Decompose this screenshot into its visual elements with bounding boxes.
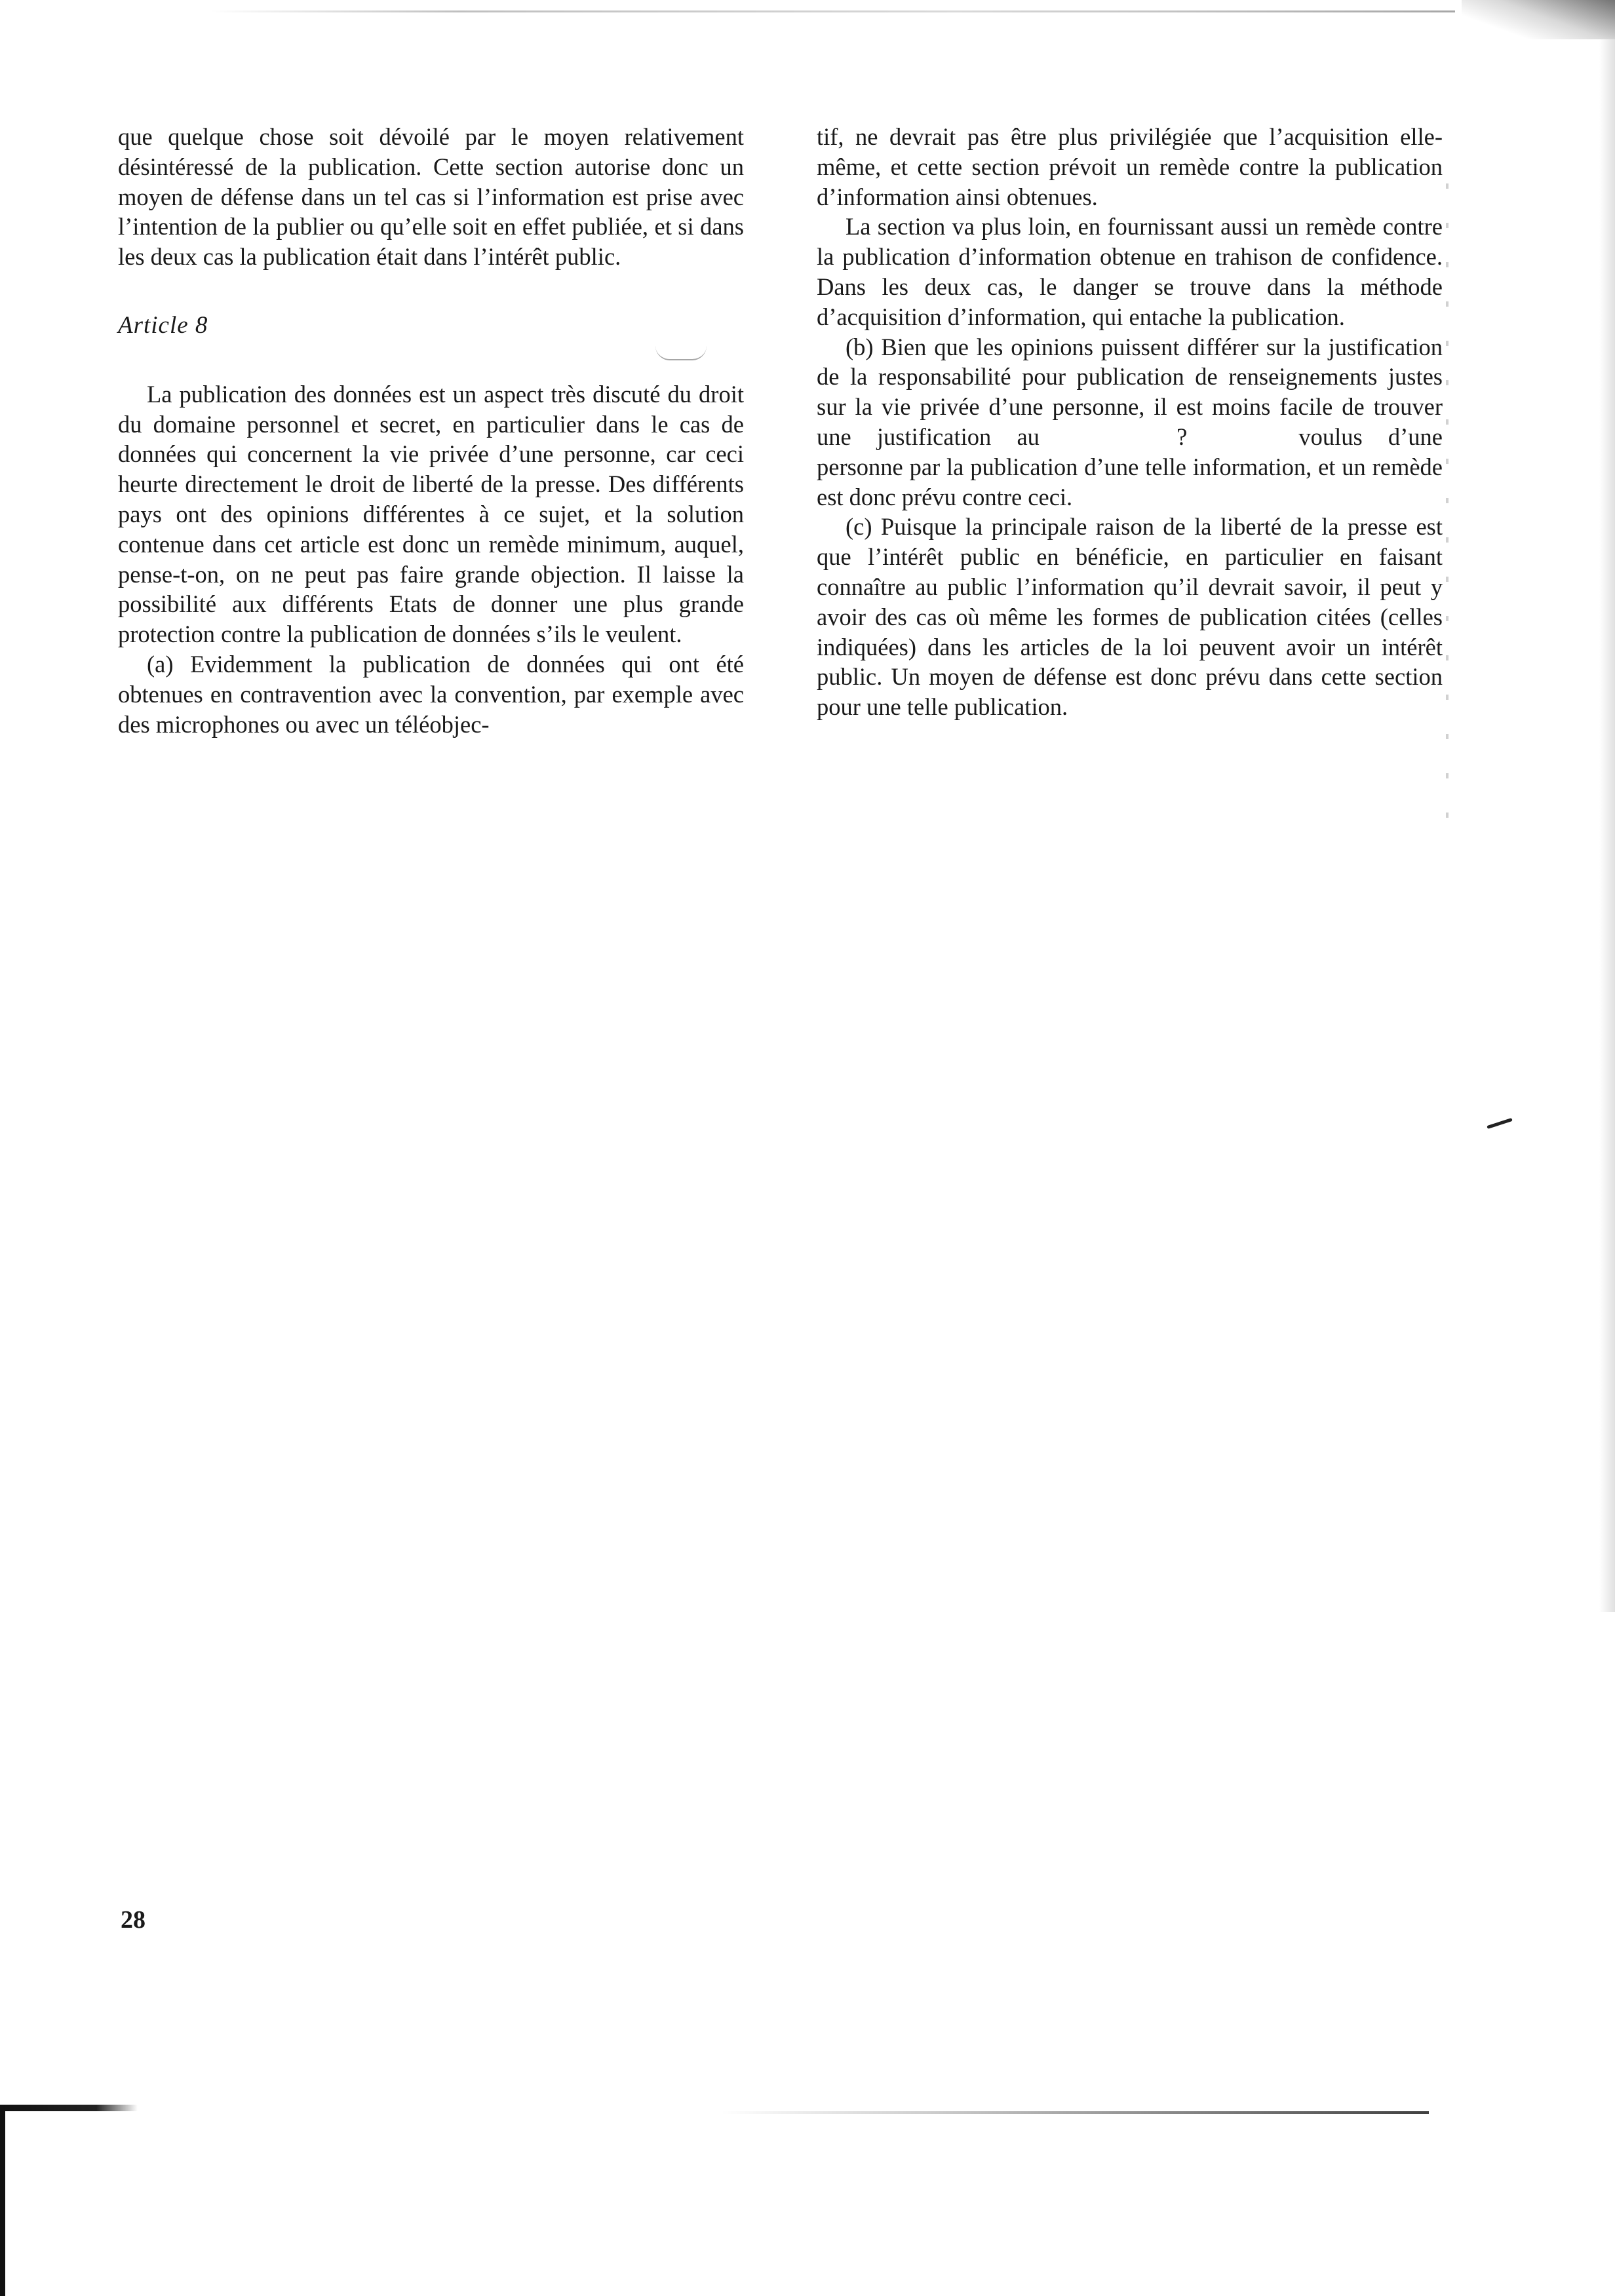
right-paragraph-2: La section va plus loin, en fournissant aussi un remède contre la publication d’information obtenue en trahison de confidence. Dans les deux cas, le danger se trouve dans la méthode d’acquisition d’information, qui entache la publication.	[817, 213, 1443, 330]
right-paragraph-3-end: voulus d’une personne par la publication d’une telle information, et un remède est donc prévu contre ceci.	[817, 423, 1443, 510]
right-paragraph-3-mark: ?	[1177, 423, 1188, 450]
article-heading: Article 8	[118, 311, 208, 339]
left-paragraph-1: La publication des données est un aspect très discuté du droit du domaine personnel et secret, en particulier dans le cas de données qui concernent la vie privée d’une personne, car ceci heurte directement le droit de liberté de la presse. Des différents pays ont des opinions différentes à ce sujet, et la solution contenue dans cet article est donc un remède minimum, auquel, pense-t-on, on ne peut pas faire grande objection. Il laisse la possibilité aux différents Etats de donner une plus grande protection contre la publication de données s’ils le veulent.	[118, 380, 744, 648]
left-intro-paragraph: que quelque chose soit dévoilé par le moyen relativement désintéressé de la publication. Cette section autorise donc un moyen de défense dans un tel cas si l’information est prise avec l’intention de la publier ou qu’elle soit en effet publiée, et si dans les deux cas la publication était dans l’intérêt public.	[118, 123, 744, 271]
right-paragraph-1: tif, ne devrait pas être plus privilégiée que l’acquisition elle-même, et cette section prévoit un remède contre la publication d’information ainsi obtenues.	[817, 123, 1443, 210]
left-paragraph-2: (a) Evidemment la publication de données qui ont été obtenues en contravention avec la convention, par exemple avec des microphones ou avec un téléobjec-	[118, 650, 744, 738]
scan-artifact-right-edge	[1599, 39, 1615, 1612]
right-paragraph-4: (c) Puisque la principale raison de la liberté de la presse est que l’intérêt public en bénéficie, en particulier en faisant connaître au public l’information qu’il devrait savoir, il peut y avoir des cas où même les formes de publication citées (celles indiquées) dans les articles de la loi peuvent avoir un intérêt public. Un moyen de défense est donc prévu dans cette section pour une telle publication.	[817, 513, 1443, 721]
scan-artifact-column-marks	[1446, 183, 1449, 839]
right-column	[817, 122, 1443, 722]
right-paragraph-3	[817, 332, 1443, 512]
scan-artifact-bottom-line	[721, 2111, 1429, 2114]
left-column	[118, 122, 744, 739]
scan-artifact-bottom-left-horizontal	[0, 2105, 138, 2111]
right-paragraph-3-start: (b) Bien que les opinions puissent différer sur la justification de la responsabilité pour publication de renseignements justes sur la vie privée d’une personne, il est moins facile de trouver une justification au	[817, 333, 1443, 450]
scan-artifact-top-right-corner	[1462, 0, 1615, 39]
page-number: 28	[121, 1906, 146, 1934]
scan-artifact-pen-mark	[1487, 1118, 1513, 1129]
scan-artifact-bottom-left-vertical	[0, 2105, 5, 2296]
scan-artifact-top-line	[210, 10, 1455, 12]
